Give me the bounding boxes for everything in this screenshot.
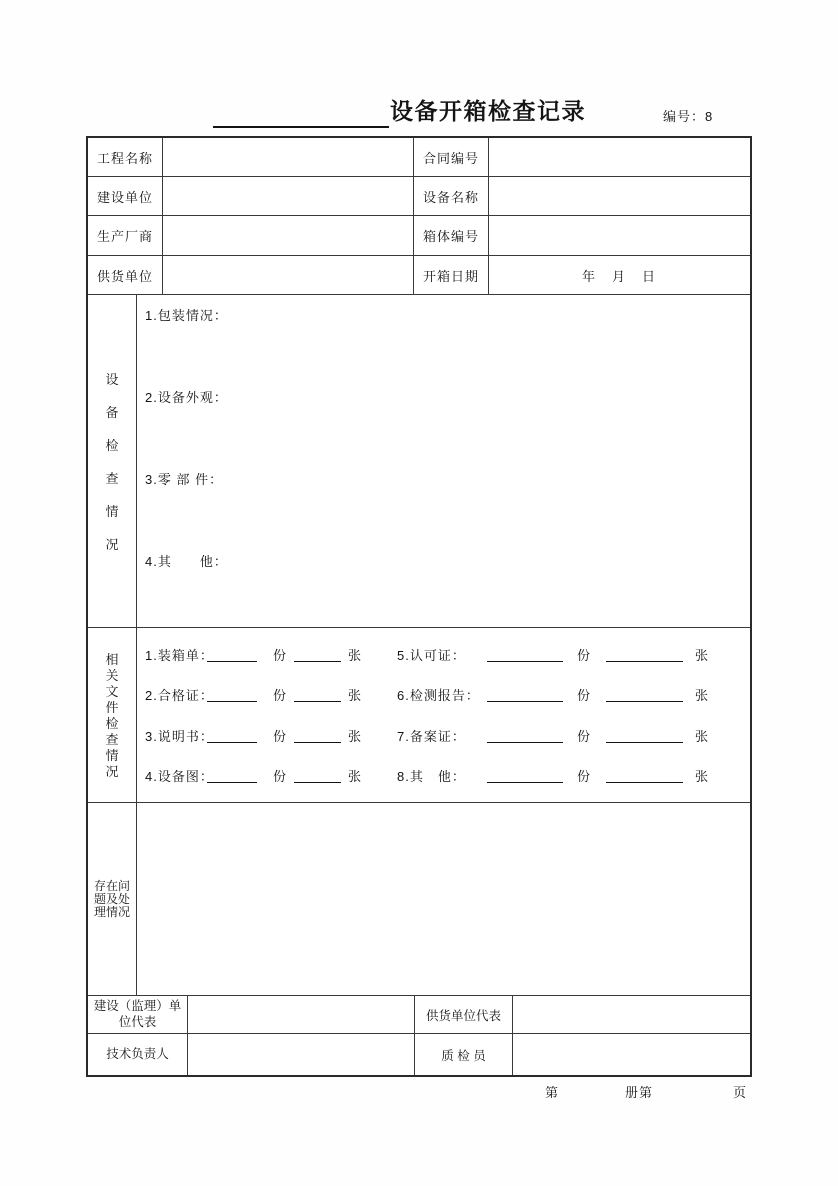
fill-blank[interactable]	[207, 647, 257, 662]
approval-cert-label: 5.认可证：	[397, 647, 466, 663]
quality-cert-label: 2.合格证：	[145, 688, 214, 704]
signature-row-representatives	[88, 996, 750, 1034]
vertical-label-char: 相	[105, 651, 119, 667]
supplier-field[interactable]	[163, 256, 414, 294]
unit-sheets: 张	[348, 728, 362, 744]
unit-sheets: 张	[695, 647, 709, 663]
unit-copies: 份	[577, 688, 591, 704]
fill-blank[interactable]	[606, 687, 683, 702]
fill-blank[interactable]	[606, 768, 683, 783]
vertical-label-char: 件	[105, 699, 119, 715]
equipment-check-section	[88, 295, 750, 628]
doc-other-item	[397, 766, 750, 785]
documents-check-section	[88, 628, 750, 803]
doc-other-label: 8.其 他：	[397, 769, 466, 785]
unpacking-date-label: 开箱日期	[414, 256, 489, 294]
unit-sheets: 张	[695, 728, 709, 744]
vertical-label-char: 查	[105, 471, 119, 486]
vertical-label-char: 情	[105, 747, 119, 763]
vertical-label-char: 况	[105, 763, 119, 779]
quality-inspector-label: 质 检 员	[415, 1034, 513, 1075]
unit-copies: 份	[577, 647, 591, 663]
quality-inspector-field[interactable]	[513, 1034, 750, 1075]
equipment-check-section-label	[88, 295, 137, 627]
vertical-label-char: 检	[105, 715, 119, 731]
fill-blank[interactable]	[606, 647, 683, 662]
title-fill-blank-line[interactable]	[213, 100, 389, 128]
vertical-label-char: 设	[105, 372, 119, 387]
fill-blank[interactable]	[487, 687, 563, 702]
record-cert-label: 7.备案证：	[397, 728, 466, 744]
packing-list-label: 1.装箱单：	[145, 647, 214, 663]
fill-blank[interactable]	[487, 768, 563, 783]
box-number-label: 箱体编号	[414, 216, 489, 255]
problems-section	[88, 803, 750, 996]
unpacking-date-field[interactable]: 年 月 日	[581, 268, 657, 284]
form-table	[86, 136, 752, 1077]
documents-check-section-label	[88, 628, 137, 802]
unit-copies: 份	[273, 647, 287, 663]
technical-director-field[interactable]	[188, 1034, 415, 1075]
problems-content-field[interactable]	[137, 803, 750, 995]
problems-section-label	[88, 803, 137, 995]
test-report-item	[397, 685, 750, 704]
quality-cert-item	[137, 685, 397, 704]
construction-unit-label: 建设单位	[88, 177, 163, 215]
fill-blank[interactable]	[606, 728, 683, 743]
packing-condition-item: 1.包装情况：	[145, 308, 228, 323]
signature-row-staff	[88, 1034, 750, 1075]
unit-sheets: 张	[348, 769, 362, 785]
supplier-rep-field[interactable]	[513, 996, 750, 1033]
equipment-drawing-label: 4.设备图：	[145, 769, 214, 785]
unit-copies: 份	[577, 769, 591, 785]
box-number-field[interactable]	[489, 216, 750, 255]
footer-page-suffix: 页	[733, 1085, 748, 1100]
vertical-label-line: 理情况	[93, 904, 130, 919]
footer-volume-prefix: 第	[545, 1085, 560, 1100]
approval-cert-item	[397, 645, 750, 664]
contract-number-label: 合同编号	[414, 138, 489, 176]
header-row-construction-unit	[88, 177, 750, 216]
vertical-label-line: 题及处	[93, 891, 130, 906]
fill-blank[interactable]	[294, 647, 341, 662]
doc-row-1	[137, 645, 750, 664]
unit-sheets: 张	[348, 647, 362, 663]
footer-volume-mid: 册第	[625, 1085, 654, 1100]
header-row-manufacturer	[88, 216, 750, 256]
unit-copies: 份	[577, 728, 591, 744]
doc-row-3	[137, 726, 750, 745]
construction-supervision-rep-label: 建设（监理）单位代表	[88, 996, 188, 1033]
manual-item	[137, 726, 397, 745]
project-name-label: 工程名称	[88, 138, 163, 176]
packing-list-item	[137, 645, 397, 664]
construction-unit-field[interactable]	[163, 177, 414, 215]
contract-number-field[interactable]	[489, 138, 750, 176]
unit-sheets: 张	[695, 769, 709, 785]
vertical-label-char: 查	[105, 731, 119, 747]
test-report-label: 6.检测报告：	[397, 688, 480, 704]
page-title: 设备开箱检查记录	[390, 98, 586, 124]
fill-blank[interactable]	[294, 687, 341, 702]
unit-sheets: 张	[695, 688, 709, 704]
vertical-label-char: 关	[105, 667, 119, 683]
equipment-check-content[interactable]	[137, 295, 750, 627]
doc-number: 编号：8	[663, 109, 714, 124]
vertical-label-char: 备	[105, 405, 119, 420]
equipment-name-field[interactable]	[489, 177, 750, 215]
supplier-rep-label: 供货单位代表	[415, 996, 513, 1033]
equipment-appearance-item: 2.设备外观：	[145, 390, 228, 405]
header-row-supplier	[88, 256, 750, 295]
project-name-field[interactable]	[163, 138, 414, 176]
documents-check-content	[137, 628, 750, 802]
equipment-name-label: 设备名称	[414, 177, 489, 215]
unit-copies: 份	[273, 728, 287, 744]
unit-copies: 份	[273, 688, 287, 704]
vertical-label-char: 情	[105, 504, 119, 519]
technical-director-label: 技术负责人	[88, 1034, 188, 1075]
record-cert-item	[397, 726, 750, 745]
vertical-label-char: 检	[105, 438, 119, 453]
unit-sheets: 张	[348, 688, 362, 704]
equipment-drawing-item	[137, 766, 397, 785]
other-item: 4.其 他：	[145, 554, 228, 569]
fill-blank[interactable]	[207, 768, 257, 783]
manufacturer-field[interactable]	[163, 216, 414, 255]
fill-blank[interactable]	[487, 647, 563, 662]
vertical-label-char: 况	[105, 537, 119, 552]
supplier-label: 供货单位	[88, 256, 163, 294]
vertical-label-char: 文	[105, 683, 119, 699]
manual-label: 3.说明书：	[145, 728, 214, 744]
doc-row-4	[137, 766, 750, 785]
fill-blank[interactable]	[294, 728, 341, 743]
fill-blank[interactable]	[487, 728, 563, 743]
manufacturer-label: 生产厂商	[88, 216, 163, 255]
unit-copies: 份	[273, 769, 287, 785]
fill-blank[interactable]	[207, 687, 257, 702]
fill-blank[interactable]	[207, 728, 257, 743]
doc-row-2	[137, 685, 750, 704]
header-row-project	[88, 138, 750, 177]
vertical-label-line: 存在问	[93, 878, 130, 893]
spare-parts-item: 3.零 部 件：	[145, 472, 224, 487]
fill-blank[interactable]	[294, 768, 341, 783]
construction-supervision-rep-field[interactable]	[188, 996, 415, 1033]
